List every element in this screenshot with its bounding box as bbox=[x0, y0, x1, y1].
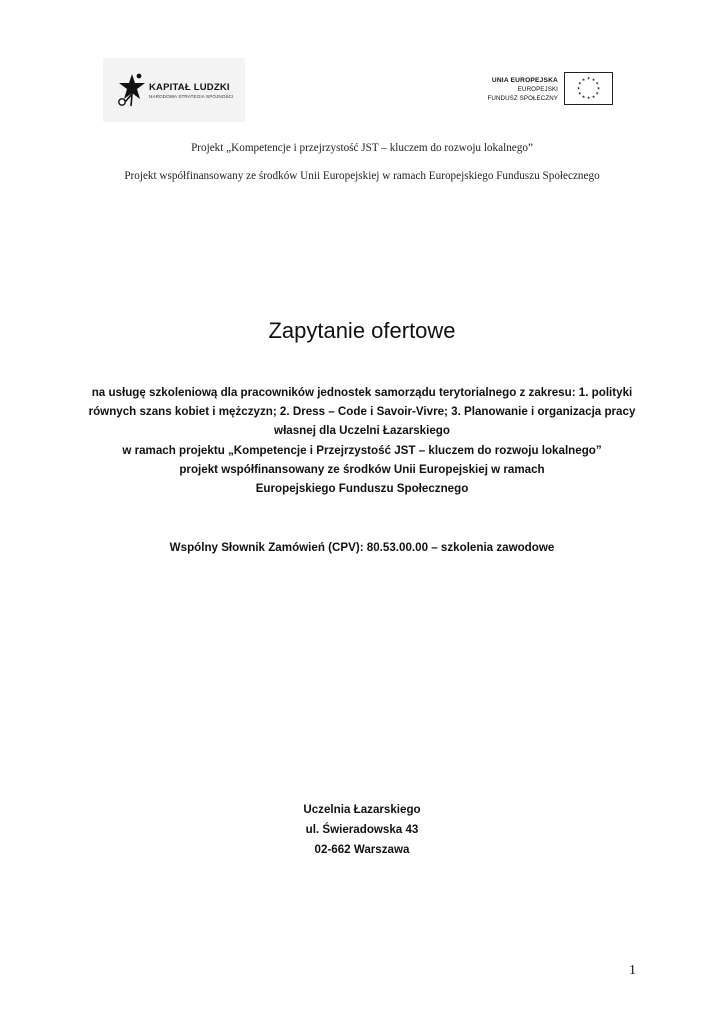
svg-text:★: ★ bbox=[591, 93, 596, 99]
description-line: w ramach projektu „Kompetencje i Przejrzystość JST – kluczem do rozwoju lokalnego” bbox=[122, 443, 602, 457]
description-line: na usługę szkoleniową dla pracowników jednostek samorządu terytorialnego z zakresu: 1. polityki bbox=[91, 386, 633, 399]
description-line: Europejskiego Funduszu Społecznego bbox=[255, 482, 469, 496]
project-line: Projekt „Kompetencje i przejrzystość JST – kluczem do rozwoju lokalnego” bbox=[191, 142, 533, 154]
address-line-street: ul. Świeradowska 43 bbox=[305, 823, 419, 836]
svg-text:★: ★ bbox=[578, 80, 582, 86]
svg-text:★: ★ bbox=[578, 90, 582, 96]
svg-text:★: ★ bbox=[586, 95, 591, 101]
svg-text:★: ★ bbox=[581, 93, 586, 99]
page-number: 1 bbox=[629, 963, 636, 978]
description-line: równych szans kobiet i mężczyzn; 2. Dress – Code i Savoir-Vivre; 3. Planowanie i organizacja pracy bbox=[88, 405, 636, 419]
kapital-ludzki-mark-icon bbox=[117, 72, 147, 108]
svg-text:★: ★ bbox=[596, 85, 601, 91]
eu-flag-icon bbox=[564, 72, 613, 105]
cofinance-line: Projekt współfinansowany ze środków Unii Europejskiej w ramach Europejskiego Funduszu Społecznego bbox=[124, 170, 600, 182]
eu-logo-line2: EUROPEJSKI bbox=[517, 86, 558, 93]
eu-logo-text bbox=[470, 76, 558, 103]
svg-text:★: ★ bbox=[576, 85, 581, 91]
address-block bbox=[0, 800, 724, 860]
svg-text:★: ★ bbox=[595, 90, 599, 96]
eu-logo-line3: FUNDUSZ SPOŁECZNY bbox=[487, 95, 558, 102]
svg-text:★: ★ bbox=[595, 80, 599, 86]
eu-stars-icon bbox=[565, 73, 612, 104]
kapital-ludzki-title: KAPITAŁ LUDZKI bbox=[149, 82, 230, 93]
svg-text:★: ★ bbox=[586, 75, 591, 81]
kapital-ludzki-subtitle: NARODOWA STRATEGIA SPÓJNOŚCI bbox=[149, 94, 234, 99]
address-line-city: 02-662 Warszawa bbox=[314, 843, 410, 856]
kapital-ludzki-logo bbox=[103, 58, 245, 122]
svg-text:★: ★ bbox=[581, 76, 586, 82]
description-block bbox=[80, 383, 644, 498]
description-line: projekt współfinansowany ze środków Unii Europejskiej w ramach bbox=[179, 462, 545, 476]
description-line: własnej dla Uczelni Łazarskiego bbox=[274, 424, 450, 438]
document-title: Zapytanie ofertowe bbox=[268, 318, 456, 343]
svg-text:★: ★ bbox=[591, 76, 596, 82]
address-line-institution: Uczelnia Łazarskiego bbox=[303, 803, 421, 816]
cpv-line: Wspólny Słownik Zamówień (CPV): 80.53.00.00 – szkolenia zawodowe bbox=[169, 541, 555, 554]
eu-logo-line1: UNIA EUROPEJSKA bbox=[491, 77, 558, 84]
